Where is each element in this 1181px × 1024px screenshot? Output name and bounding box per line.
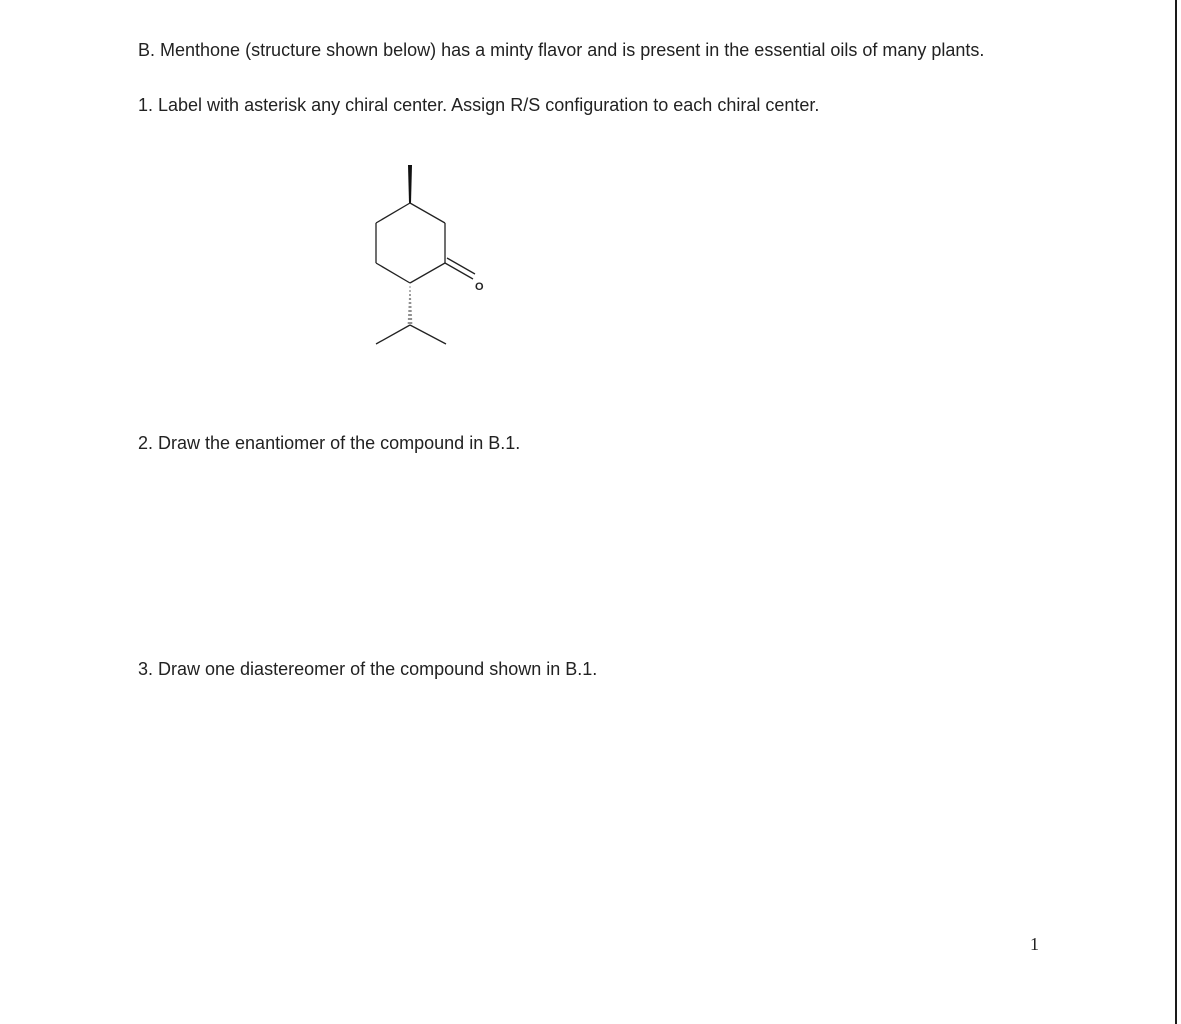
methyl-wedge-bond: [408, 165, 412, 203]
question-3: 3. Draw one diastereomer of the compound shown in B.1.: [138, 659, 598, 679]
hashed-wedge-bond: [408, 287, 413, 323]
ring-bond: [410, 203, 445, 223]
question-1: 1. Label with asterisk any chiral center. Assign R/S configuration to each chiral center.: [138, 95, 820, 115]
isopropyl-bond: [376, 325, 410, 344]
ring-bond: [410, 263, 445, 283]
page-edge: [1175, 0, 1177, 1024]
menthone-structure: [360, 155, 500, 355]
isopropyl-bond: [410, 325, 446, 344]
problem-intro: B. Menthone (structure shown below) has a minty flavor and is present in the essential oils of many plants.: [138, 40, 985, 60]
ring-bond: [376, 263, 410, 283]
page-number: 1: [1030, 934, 1039, 954]
question-2: 2. Draw the enantiomer of the compound in B.1.: [138, 433, 521, 453]
oxygen-label: O: [475, 281, 484, 293]
ring-bond: [376, 203, 410, 223]
